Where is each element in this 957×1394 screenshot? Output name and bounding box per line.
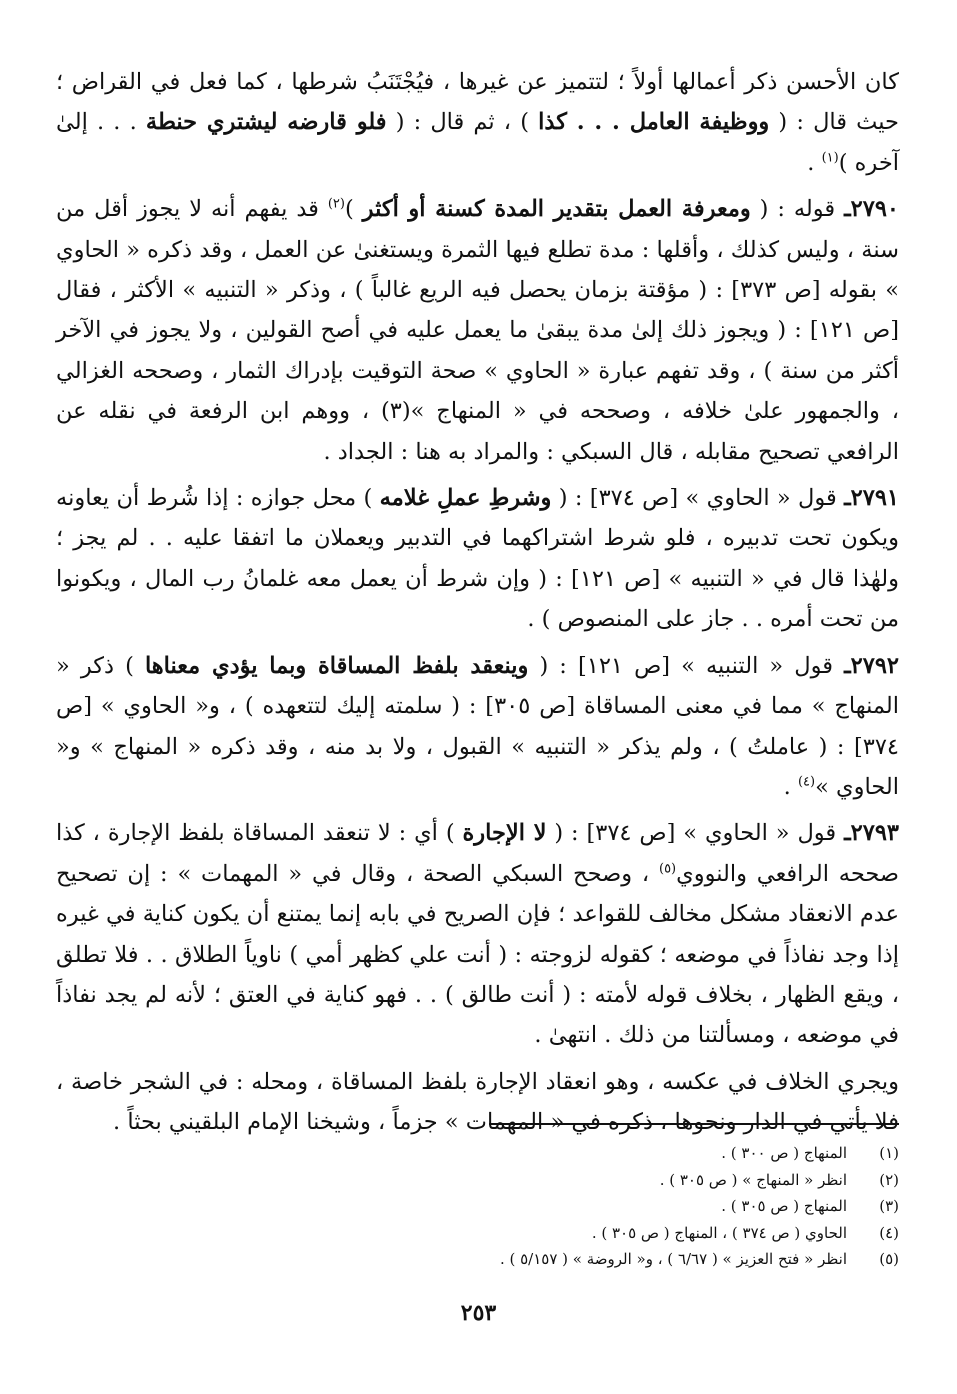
quoted-text: فلو قارضه ليشتري حنطة xyxy=(145,109,387,136)
footnote-item xyxy=(56,1193,899,1220)
footnote-text: المنهاج ( ص ٣٠٥ ) . xyxy=(721,1197,847,1215)
paragraph-text: قوله : ( xyxy=(750,196,845,223)
entry-number: ٢٧٩٢ـ xyxy=(844,652,899,679)
paragraph-text: قول « الحاوي » [ص ٣٧٤] : ( xyxy=(546,820,845,847)
paragraph-text: . xyxy=(783,773,798,800)
quoted-text: وشرطِ عملِ غلامه xyxy=(379,485,552,512)
footnotes xyxy=(56,1140,899,1273)
footnote-text: المنهاج ( ص ٣٠٠ ) . xyxy=(721,1144,847,1162)
footnote-number: (١) xyxy=(879,1144,899,1162)
footnote-number: (٤) xyxy=(879,1223,899,1242)
paragraph-2790 xyxy=(56,189,899,472)
footnote-item xyxy=(56,1220,899,1247)
page-number: ٢٥٣ xyxy=(460,1300,497,1326)
entry-number: ٢٧٩٠ـ xyxy=(844,196,899,223)
quoted-text: ووظيفة العامل . . . كذا xyxy=(538,109,770,136)
paragraph-text: ) ، ثم قال : ( xyxy=(386,109,539,136)
entry-number: ٢٧٩١ـ xyxy=(844,485,900,512)
footnote-item xyxy=(56,1246,899,1273)
paragraph-text: قول « الحاوي » [ص ٣٧٤] : ( xyxy=(551,485,845,512)
footnote-separator xyxy=(489,1123,899,1125)
paragraph-final xyxy=(56,1062,899,1143)
footnote-ref: (٢) xyxy=(327,196,345,212)
paragraph-text: كان الأحسن ذكر أعمالها أولاً ؛ لتتميز عن غيرها ، فيُجْتَنَبُ شرطها ، كما فعل في القراض ؛ حيث قال : ( xyxy=(56,69,899,136)
footnote-ref: (٤) xyxy=(797,774,816,790)
paragraph-text: ، وصحح السبكي الصحة ، وقال في « المهمات » : إن تصحيح عدم الانعقاد مشكل مخالف للقواعد ؛ فإن الصريح في بابه إنما يمتنع أن يكون كناية في غيره إذا وجد نفاذاً في موضعه ؛ كقوله لزوجته : ( أنت علي كظهر أمي ) ناوياً الطلاق . . فلا تطلق ، ويقع الظهار ، بخلاف قوله لأمته : ( أنت طالق ) . . فهو كناية في العتق ؛ لأنه لم يجد نفاذاً في موضعه ، ومسألتنا من ذلك . انتهىٰ . xyxy=(56,860,899,1049)
paragraph-text: قد يفهم أنه لا يجوز أقل من سنة ، وليس كذلك ، وأقلها : مدة تطلع فيها الثمرة ويستغنىٰ عن العمل ، وقد ذكره « الحاوي » بقوله [ص ٣٧٣] : ( مؤقتة بزمان يحصل فيه الريع غالباً ) ، وذكر « التنبيه » الأكثر ، فقال [ص ١٢١] : ( ويجوز ذلك إلىٰ مدة يبقىٰ ما يعمل عليه في أصح القولين ، ولا يجوز في الآخر أكثر من سنة ) ، وقد تفهم عبارة « الحاوي » صحة التوقيت بإدراك الثمار ، وصححه الغزالي ، والجمهور علىٰ خلافه ، وصححه في « المنهاج »(٣) ، ووهم ابن الرفعة في نقله عن الرافعي تصحيح مقابله ، قال السبكي : والمراد به هنا : الجداد . xyxy=(56,196,900,465)
entry-number: ٢٧٩٣ـ xyxy=(844,820,900,847)
paragraph-text: . . . إلىٰ آخره ) xyxy=(56,109,899,176)
quoted-text: لا الإجارة xyxy=(462,820,547,847)
quoted-text: ومعرفة العمل بتقدير المدة كسنة أو أكثر xyxy=(362,196,751,223)
paragraph-text: ويجري الخلاف في عكسه ، وهو انعقاد الإجارة بلفظ المساقاة ، ومحله : في الشجر خاصة ، فلا يأتي في الدار ونحوها ، ذكره في « المهمات » جزماً ، وشيخنا الإمام البلقيني بحثاً . xyxy=(56,1068,899,1136)
paragraph-1 xyxy=(56,62,899,183)
footnote-number: (٥) xyxy=(879,1250,899,1268)
paragraph-text: ) محل جوازه : إذا شُرط أن يعاونه ويكون تحت تدبيره ، فلو شرط اشتراكهما في التدبير ويعملان ما اتفقا عليه . . لم يجز ؛ ولهٰذا قال في « التنبيه » [ص ١٢١] : ( وإن شرط أن يعمل معه غلمانُ رب المال ، ويكونوا من تحت أمره . . جاز على المنصوص ) . xyxy=(56,485,899,633)
paragraph-text: . xyxy=(807,149,822,176)
footnote-text: انظر « المنهاج » ( ص ٣٠٥ ) . xyxy=(659,1170,847,1189)
paragraph-text: ) ذكر « المنهاج » مما في معنى المساقاة [ص ٣٠٥] : ( سلمته إليك لتتعهده ) ، و« الحاوي » [ص ٣٧٤] : ( عاملتُ ) ، ولم يذكر « التنبيه » القبول ، ولا بد منه ، وقد ذكره « المنهاج » و« الحاوي » xyxy=(56,652,899,800)
footnote-text: انظر « فتح العزيز » ( ٦/٦٧ ) ، و« الروضة » ( ٥/١٥٧ ) . xyxy=(499,1250,847,1268)
footnote-ref: (٥) xyxy=(658,861,677,877)
paragraph-text: ) xyxy=(344,196,363,223)
footnote-ref: (١) xyxy=(821,150,839,166)
footnote-item xyxy=(56,1167,899,1194)
footnote-number: (٣) xyxy=(879,1197,899,1215)
paragraph-text: ) أي : لا تنعقد المساقاة بلفظ الإجارة ، كذا صححه الرافعي والنووي xyxy=(56,820,899,887)
paragraph-2791 xyxy=(56,478,899,640)
quoted-text: وينعقد بلفظ المساقاة وبما يؤدي معناها xyxy=(144,652,529,679)
paragraph-text: قول « التنبيه » [ص ١٢١] : ( xyxy=(528,652,845,679)
footnote-number: (٢) xyxy=(879,1170,899,1189)
footnote-text: الحاوي ( ص ٣٧٤ ) ، المنهاج ( ص ٣٠٥ ) . xyxy=(591,1223,847,1242)
footnote-item xyxy=(56,1140,899,1167)
main-text xyxy=(56,62,899,1149)
paragraph-2793 xyxy=(56,813,899,1055)
paragraph-2792 xyxy=(56,646,899,808)
